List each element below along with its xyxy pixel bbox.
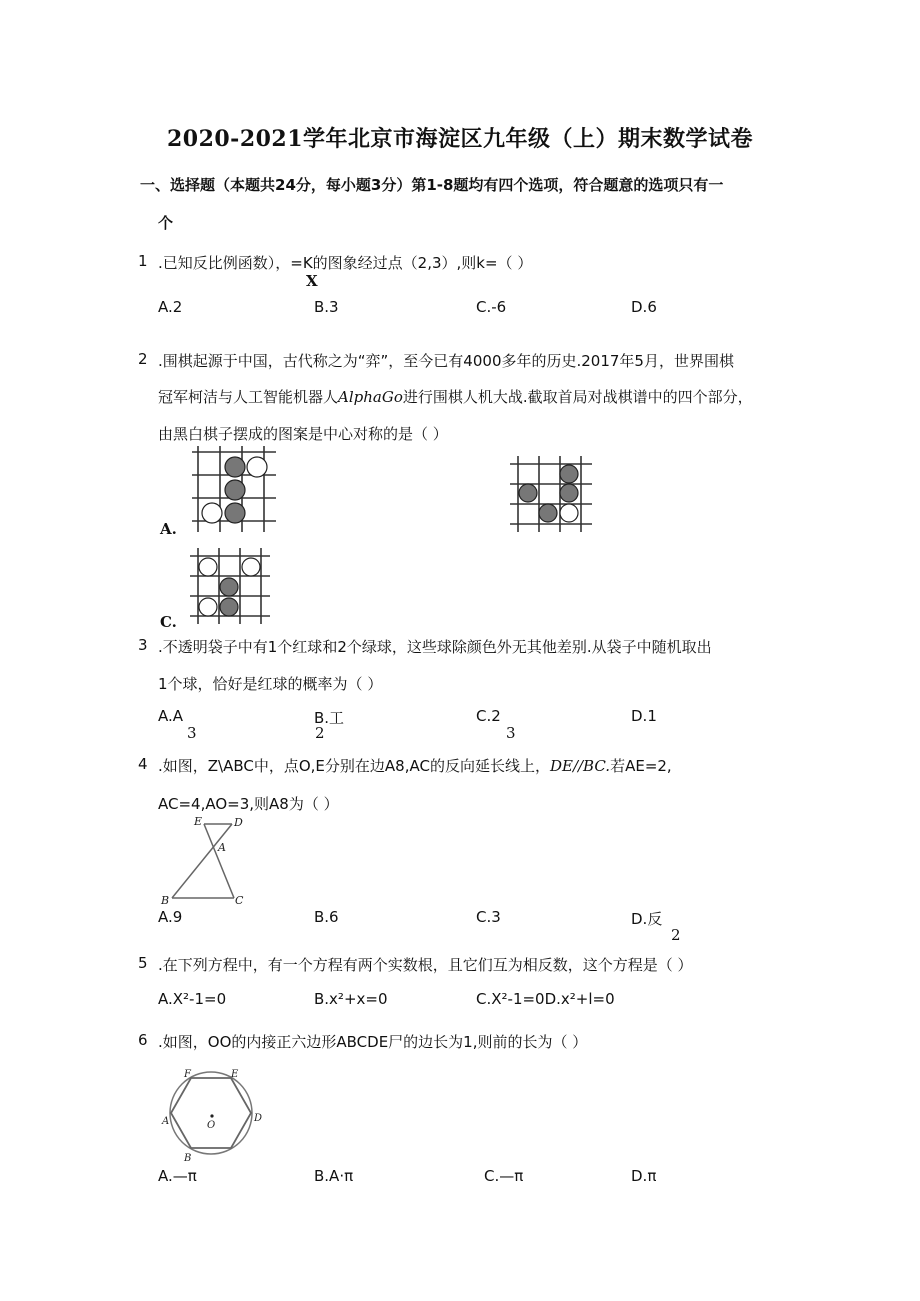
q4-label-a: A <box>218 841 226 854</box>
q5-line1: .在下列方程中，有一个方程有两个实数根，且它们互为相反数，这个方程是（ ） <box>158 956 693 974</box>
q2-line1: .围棋起源于中国，古代称之为“弈”，至今已有4000多年的历史.2017年5月，世界围棋 <box>158 352 734 370</box>
q6-option-b: B.A·π <box>314 1167 354 1185</box>
section-heading-line2: 个 <box>158 214 174 232</box>
q4-line2: AC=4,AO=3,则A8为（ ） <box>158 795 339 813</box>
q4-label-b: B <box>161 894 170 907</box>
q1-number: 1 <box>138 252 148 270</box>
q6-label-d: D <box>254 1113 263 1124</box>
q4-line1: .如图，Z\ABC中，点O,E分别在边A8,AC的反向延长线上，DE//BC.若AE=2, <box>158 757 672 775</box>
q1-option-c: C.-6 <box>476 298 507 316</box>
go-board-a <box>184 444 284 534</box>
go-board-c <box>188 546 272 626</box>
q1-option-b: B.3 <box>314 298 339 316</box>
q6-line1: .如图，OO的内接正六边形ABCDE尸的边长为1,则前的长为（ ） <box>158 1033 588 1051</box>
q1-option-d: D.6 <box>631 298 657 316</box>
q4-label-e: E <box>194 815 203 828</box>
q3-option-c: C.2 <box>476 707 501 725</box>
q6-option-d: D.π <box>631 1167 657 1185</box>
q1-option-a: A.2 <box>158 298 183 316</box>
q3-option-d: D.1 <box>631 707 657 725</box>
q1-text: .已知反比例函数），=K的图象经过点（2,3）,则k=（ ） <box>158 254 533 272</box>
q6-label-b: B <box>184 1153 192 1164</box>
q6-label-a: A <box>162 1116 170 1127</box>
q3-sub-c: 3 <box>506 724 516 742</box>
q3-line2: 1个球，恰好是红球的概率为（ ） <box>158 675 383 693</box>
q4-option-a: A.9 <box>158 908 183 926</box>
q2-line3: 由黑白棋子摆成的图案是中心对称的是（ ） <box>158 425 448 443</box>
q2-number: 2 <box>138 350 148 368</box>
q3-sub-a: 3 <box>187 724 197 742</box>
q2-label-a: A. <box>160 520 177 538</box>
q4-label-c: C <box>235 894 244 907</box>
q6-number: 6 <box>138 1031 148 1049</box>
q4-option-c: C.3 <box>476 908 501 926</box>
q5-option-a: A.X²-1=0 <box>158 990 227 1008</box>
q1-subscript: X <box>306 272 318 290</box>
q4-option-d: D.反 <box>631 910 663 928</box>
q5-option-b: B.x²+x=0 <box>314 990 388 1008</box>
q3-option-a: A.A <box>158 707 184 725</box>
q5-number: 5 <box>138 954 148 972</box>
q3-option-b: B.工 <box>314 709 345 727</box>
q6-label-o: O <box>207 1120 216 1131</box>
q5-option-c: C.X²-1=0D.x²+l=0 <box>476 990 615 1008</box>
q6-label-e: E <box>231 1069 239 1080</box>
q2-line2: 冠军柯洁与人工智能机器人AlphaGo进行围棋人机大战.截取首局对战棋谱中的四个部分， <box>158 388 753 406</box>
q6-option-c: C.—π <box>484 1167 524 1185</box>
q3-number: 3 <box>138 636 148 654</box>
q4-triangle-figure <box>156 812 256 908</box>
go-board-b <box>506 454 596 534</box>
q4-label-d: D <box>234 816 243 829</box>
q6-label-f: F <box>184 1069 191 1080</box>
section-heading-line1: 一、选择题（本题共24分，每小题3分）第1-8题均有四个选项，符合题意的选项只有一 <box>140 176 724 194</box>
q3-line1: .不透明袋子中有1个红球和2个绿球，这些球除颜色外无其他差别.从袋子中随机取出 <box>158 638 712 656</box>
page-title: 2020-2021学年北京市海淀区九年级（上）期末数学试卷 <box>166 126 754 152</box>
q3-sub-b: 2 <box>315 724 325 742</box>
q2-label-c: C. <box>160 613 177 631</box>
q4-option-b: B.6 <box>314 908 339 926</box>
q6-option-a: A.—π <box>158 1167 197 1185</box>
q4-number: 4 <box>138 755 148 773</box>
q6-hexagon-figure <box>156 1066 266 1166</box>
q4-sub-d: 2 <box>671 926 681 944</box>
